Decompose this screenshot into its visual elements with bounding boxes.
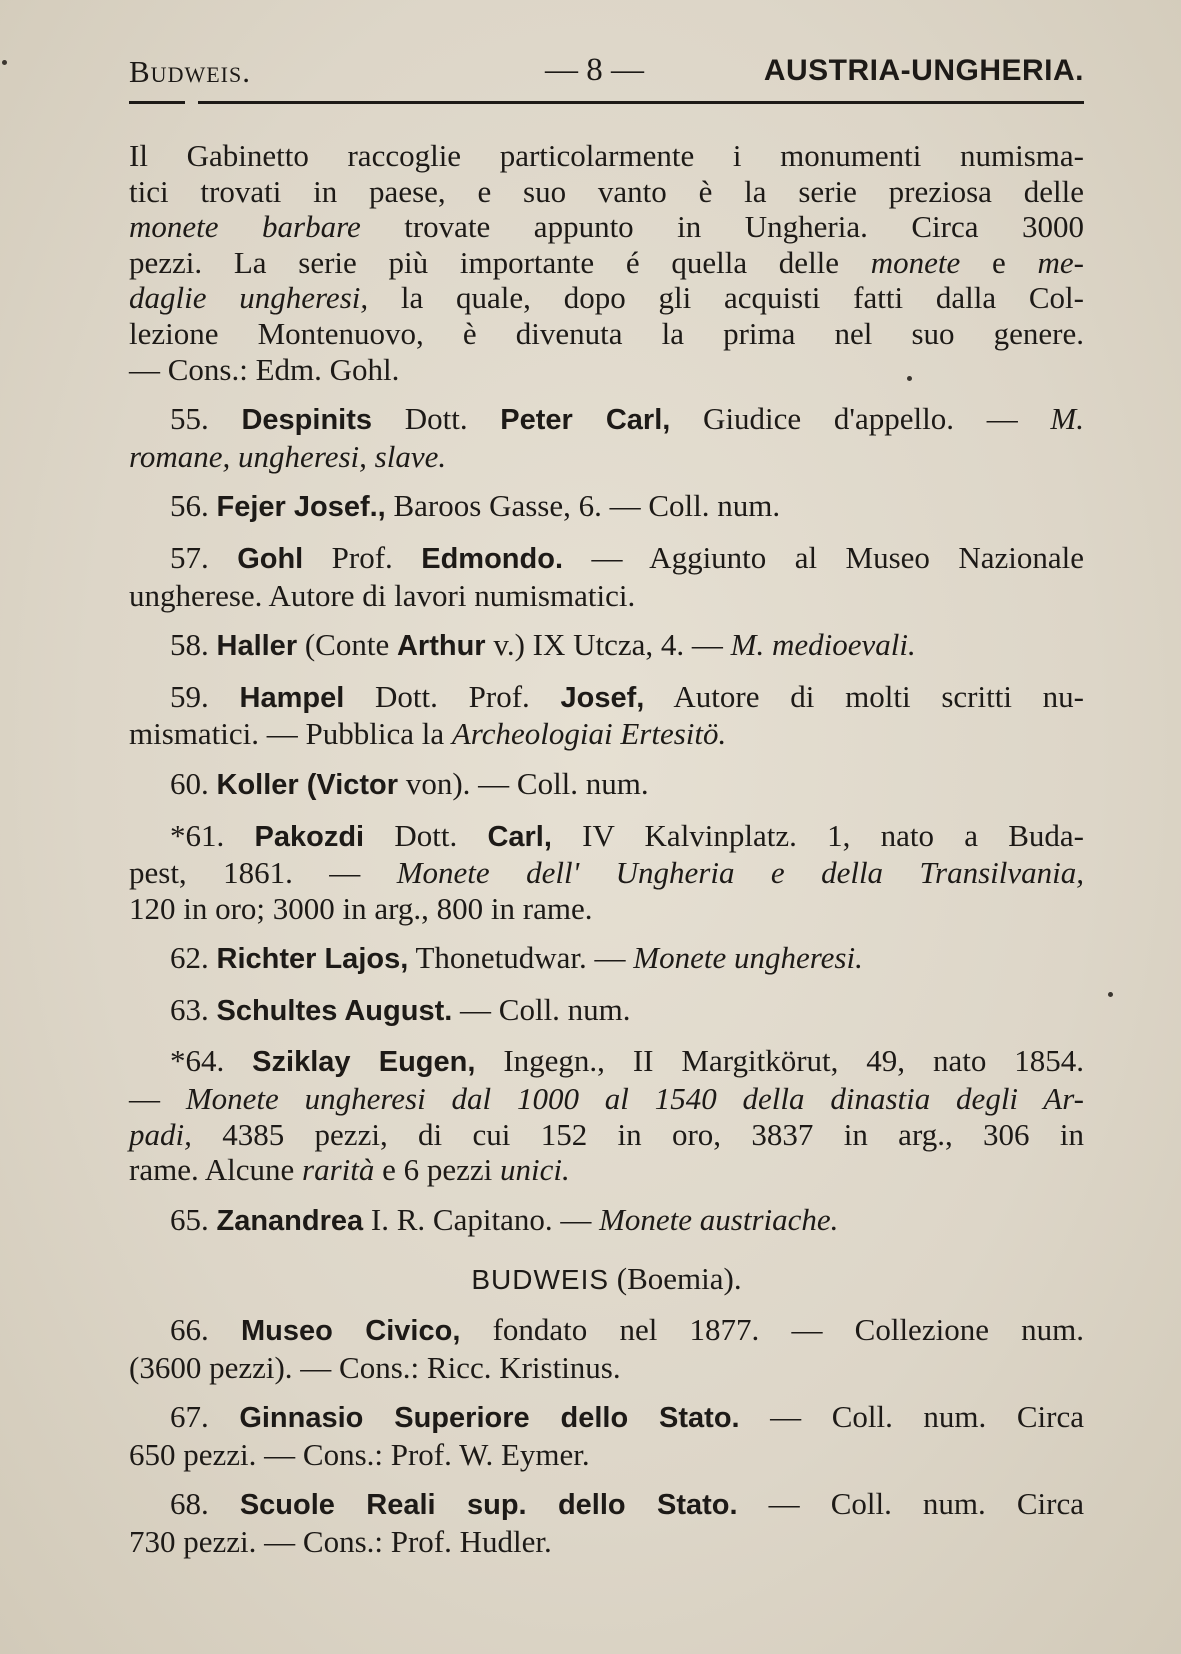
entry-text: (Conte [297, 627, 397, 663]
page-body [129, 138, 1084, 1560]
entry-number: 57. [170, 539, 209, 575]
entry-64 [129, 1043, 1084, 1187]
entry-61 [129, 818, 1084, 927]
entry-number: 66. [170, 1312, 209, 1348]
entry-text: Dott. [364, 817, 488, 853]
entry-number: 67. [170, 1399, 209, 1435]
header-city: Budweis. [129, 54, 251, 89]
section-region: (Boemia). [609, 1261, 742, 1297]
entry-text: Giudice d'appello. — [670, 401, 1051, 437]
entry-italic: rarità [302, 1152, 375, 1188]
entry-number: 59. [170, 678, 209, 714]
entry-text: 730 pezzi. — Cons.: Prof. Hudler. [129, 1524, 552, 1559]
entry-text: Dott. [372, 401, 501, 437]
entry-text: Dott. Prof. [344, 678, 561, 714]
header-country: AUSTRIA-UNGHERIA. [763, 54, 1084, 87]
entry-text: 4385 pezzi, di cui 152 in oro, 3837 in arg., 306 in [191, 1116, 1084, 1152]
entry-italic: M. medioevali. [730, 627, 916, 663]
intro-italic: monete barbare [129, 209, 361, 245]
entry-italic: M. [1050, 401, 1084, 437]
section-heading [129, 1261, 1084, 1298]
entry-63 [129, 992, 1084, 1030]
page-number: — 8 — [545, 52, 644, 88]
entry-italic: Monete ungheresi. [633, 940, 863, 976]
entry-56 [129, 488, 1084, 526]
entry-name: Koller (Victor [216, 768, 399, 801]
entry-text: Ingegn., II Margitkörut, 49, nato 1854. [475, 1043, 1085, 1079]
entry-name: Museo Civico, [240, 1315, 461, 1348]
entry-name: Schultes August. [216, 994, 453, 1027]
entry-text: — Coll. num. Circa [737, 1486, 1084, 1522]
entry-66 [129, 1312, 1084, 1385]
entry-number: *64. [170, 1043, 225, 1079]
entry-58 [129, 627, 1084, 665]
entry-65 [129, 1202, 1084, 1240]
entry-62 [129, 940, 1084, 978]
entry-name: Peter Carl, [500, 404, 671, 437]
entry-italic: Monete ungheresi dal 1000 al 1540 della dinastia degli Ar- [185, 1081, 1085, 1117]
entry-name: Richter Lajos, [216, 943, 409, 976]
entry-text: Prof. [303, 539, 422, 575]
entry-55 [129, 401, 1084, 474]
entry-italic: Monete dell' Ungheria e della Transilvania, [396, 855, 1084, 891]
intro-line: pezzi. La serie più importante é quella delle monete e me- [129, 244, 1084, 280]
entry-number: 62. [170, 940, 209, 976]
entry-name: Zanandrea [216, 1204, 364, 1237]
entry-text: 120 in oro; 3000 in arg., 800 in rame. [129, 890, 593, 926]
entry-italic: Archeologiai Ertesitö. [451, 716, 727, 752]
entry-name: Ginnasio Superiore dello Stato. [239, 1402, 740, 1435]
entry-text: Baroos Gasse, 6. — Coll. num. [385, 488, 781, 524]
entry-number: 63. [170, 991, 209, 1027]
entry-text: pest, 1861. — [129, 855, 397, 891]
entry-text: mismatici. — Pubblica la [129, 716, 452, 752]
entry-name: Pakozdi [254, 820, 365, 853]
entry-68 [129, 1486, 1084, 1559]
entry-name: Carl, [487, 820, 552, 853]
header-rule-short [129, 101, 185, 104]
entry-text: IV Kalvinplatz. 1, nato a Buda- [551, 817, 1084, 853]
entry-italic: Monete austriache. [599, 1201, 839, 1237]
entry-text: — Coll. num. [452, 991, 631, 1027]
entry-name: Arthur [396, 630, 486, 663]
entry-text: Autore di molti scritti nu- [644, 678, 1085, 714]
entry-italic: romane, ungheresi, slave. [129, 438, 447, 474]
intro-line: daglie ungheresi, la quale, dopo gli acquisti fatti dalla Col- [129, 280, 1084, 316]
entry-60 [129, 766, 1084, 804]
entry-number: 55. [170, 401, 209, 437]
entry-name: Edmondo. [421, 542, 564, 575]
entry-59 [129, 679, 1084, 752]
entry-name: Despinits [241, 404, 372, 437]
entry-number: 68. [170, 1486, 209, 1522]
intro-line: — Cons.: Edm. Gohl. [129, 351, 400, 387]
entry-text: Thonetudwar. — [408, 940, 634, 976]
entry-text: — Aggiunto al Museo Nazionale [563, 539, 1085, 575]
ink-spot [1108, 992, 1113, 997]
section-city: BUDWEIS [471, 1264, 610, 1296]
entry-name: Haller [216, 630, 298, 663]
entry-text: — [129, 1081, 186, 1117]
intro-line: Il Gabinetto raccoglie particolarmente i monumenti numisma- [129, 138, 1084, 173]
intro-line: tici trovati in paese, e suo vanto è la serie preziosa delle [129, 173, 1084, 209]
ink-spot [2, 60, 7, 65]
entry-number: 58. [170, 627, 209, 663]
entry-name: Scuole Reali sup. dello Stato. [239, 1489, 738, 1522]
entry-italic: padi, [129, 1116, 192, 1152]
entry-name: Gohl [237, 542, 304, 575]
intro-line: lezione Montenuovo, è divenuta la prima nel suo genere. [129, 315, 1084, 351]
entry-text: fondato nel 1877. — Collezione num. [460, 1312, 1085, 1348]
entry-number: 65. [170, 1201, 209, 1237]
entry-number: *61. [170, 817, 225, 853]
entry-number: 56. [170, 488, 209, 524]
entry-italic: unici. [500, 1152, 570, 1188]
header-rule-long [198, 101, 1084, 104]
entry-text: — Coll. num. Circa [739, 1399, 1084, 1435]
entry-text: rame. Alcune [129, 1152, 303, 1188]
intro-paragraph [129, 138, 1084, 387]
entry-text: I. R. Capitano. — [363, 1201, 600, 1237]
ink-spot [907, 376, 912, 381]
entry-text: ungherese. Autore di lavori numismatici. [129, 577, 636, 613]
entry-name: Fejer Josef., [216, 491, 386, 524]
entry-text: 650 pezzi. — Cons.: Prof. W. Eymer. [129, 1436, 590, 1472]
intro-line: monete barbare trovate appunto in Ungheria. Circa 3000 [129, 209, 1084, 245]
entry-name: Sziklay Eugen, [252, 1046, 476, 1079]
entry-number: 60. [170, 765, 209, 801]
running-header [129, 52, 1084, 92]
entry-text: (3600 pezzi). — Cons.: Ricc. Kristinus. [129, 1349, 621, 1385]
entry-name: Josef, [560, 681, 645, 714]
entry-text: v.) IX Utcza, 4. — [485, 627, 731, 663]
entry-name: Hampel [239, 681, 345, 714]
entry-57 [129, 540, 1084, 613]
entry-67 [129, 1399, 1084, 1472]
entry-text: e 6 pezzi [374, 1152, 501, 1188]
entry-text: von). — Coll. num. [398, 765, 649, 801]
